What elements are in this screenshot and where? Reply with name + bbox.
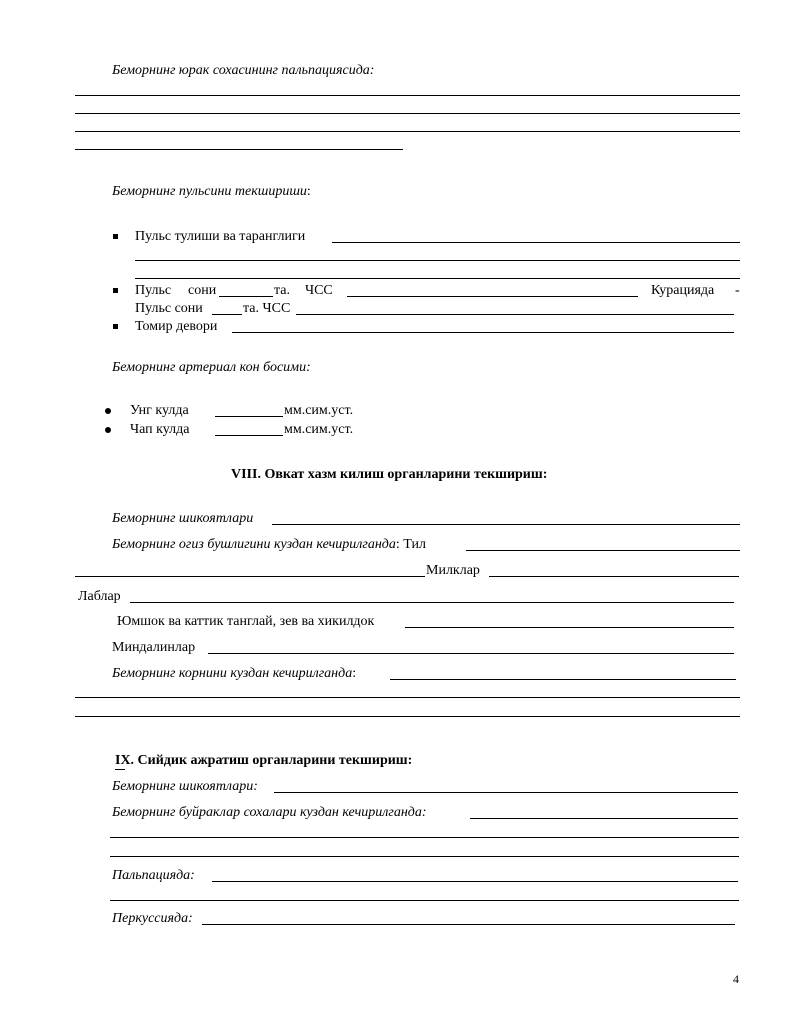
tongue-input[interactable] [466, 550, 740, 551]
vessel-wall-label: Томир девори [135, 319, 218, 334]
curation-dash: - [735, 283, 740, 298]
pulse-count-word: Пульс [135, 283, 172, 298]
pulse-count-input-2[interactable] [212, 314, 242, 315]
pulse-count-input[interactable] [219, 296, 273, 297]
left-arm-unit: мм.сим.уст. [284, 422, 354, 437]
kidney-label: Беморнинг буйраклар сохалари куздан кечирилганда: [112, 805, 427, 820]
tonsils-label: Миндалинлар [112, 640, 196, 655]
hr-input-2[interactable] [296, 314, 734, 315]
answer-line[interactable] [75, 716, 740, 717]
right-arm-label: Унг кулда [130, 403, 189, 418]
percussion-label: Перкуссияда: [112, 911, 193, 926]
answer-line[interactable] [135, 278, 740, 279]
digestive-complaints-input[interactable] [272, 524, 740, 525]
pulse-section-label: Беморнинг пульсини текшириши: [112, 184, 311, 199]
pulse-count-unit: та. [274, 283, 291, 298]
curation-label: Курацияда [651, 283, 715, 298]
oral-cavity-label: Беморнинг огиз бушлигини куздан кечирилганда: Тил [112, 537, 426, 552]
pulse-count-label-2: Пульс сони [135, 301, 203, 316]
gums-input[interactable] [489, 576, 739, 577]
abdomen-label: Беморнинг корнини куздан кечирилганда: [112, 666, 357, 681]
hr-label-2: та. ЧСС [243, 301, 291, 316]
heart-palpation-label: Беморнинг юрак сохасининг пальпациясида: [112, 63, 375, 78]
answer-line[interactable] [110, 900, 739, 901]
palate-input[interactable] [405, 627, 734, 628]
lips-label: Лаблар [78, 589, 121, 604]
answer-line[interactable] [110, 837, 739, 838]
palpation-input[interactable] [212, 881, 738, 882]
right-arm-unit: мм.сим.уст. [284, 403, 354, 418]
bullet-square-icon [113, 288, 118, 293]
abdomen-input[interactable] [390, 679, 736, 680]
pulse-count-word2: сони [188, 283, 217, 298]
bullet-square-icon [113, 234, 118, 239]
lips-input[interactable] [130, 602, 734, 603]
left-arm-input[interactable] [215, 435, 283, 436]
answer-line[interactable] [110, 856, 739, 857]
vessel-wall-input[interactable] [232, 332, 734, 333]
digestive-complaints-label: Беморнинг шикоятлари [112, 511, 254, 526]
palate-label: Юмшок ва каттик танглай, зев ва хикилдок [117, 614, 375, 629]
tonsils-input[interactable] [208, 653, 734, 654]
answer-line[interactable] [75, 576, 425, 577]
urinary-complaints-label: Беморнинг шикоятлари: [112, 779, 258, 794]
heading-underline [115, 769, 125, 770]
answer-line[interactable] [75, 95, 740, 96]
hr-input[interactable] [347, 296, 638, 297]
left-arm-label: Чап кулда [130, 422, 190, 437]
pulse-fill-input[interactable] [332, 242, 740, 243]
page-number: 4 [733, 972, 739, 986]
section-heading-digestive: VIII. Овкат хазм килиш органларини текшириш: [231, 467, 548, 482]
right-arm-input[interactable] [215, 416, 283, 417]
bp-section-label: Беморнинг артериал кон босими: [112, 360, 311, 375]
bullet-square-icon [113, 324, 118, 329]
answer-line[interactable] [75, 113, 740, 114]
kidney-input[interactable] [470, 818, 738, 819]
palpation-label: Пальпацияда: [112, 868, 195, 883]
bullet-dot-icon [105, 427, 111, 433]
section-heading-urinary: IX. Сийдик ажратиш органларини текшириш: [115, 753, 413, 768]
answer-line[interactable] [75, 131, 740, 132]
answer-line[interactable] [135, 260, 740, 261]
hr-label: ЧСС [305, 283, 333, 298]
urinary-complaints-input[interactable] [274, 792, 738, 793]
answer-line[interactable] [75, 697, 740, 698]
answer-line[interactable] [75, 149, 403, 150]
percussion-input[interactable] [202, 924, 735, 925]
gums-label: Милклар [426, 563, 480, 578]
bullet-dot-icon [105, 408, 111, 414]
pulse-fill-label: Пульс тулиши ва таранглиги [135, 229, 306, 244]
